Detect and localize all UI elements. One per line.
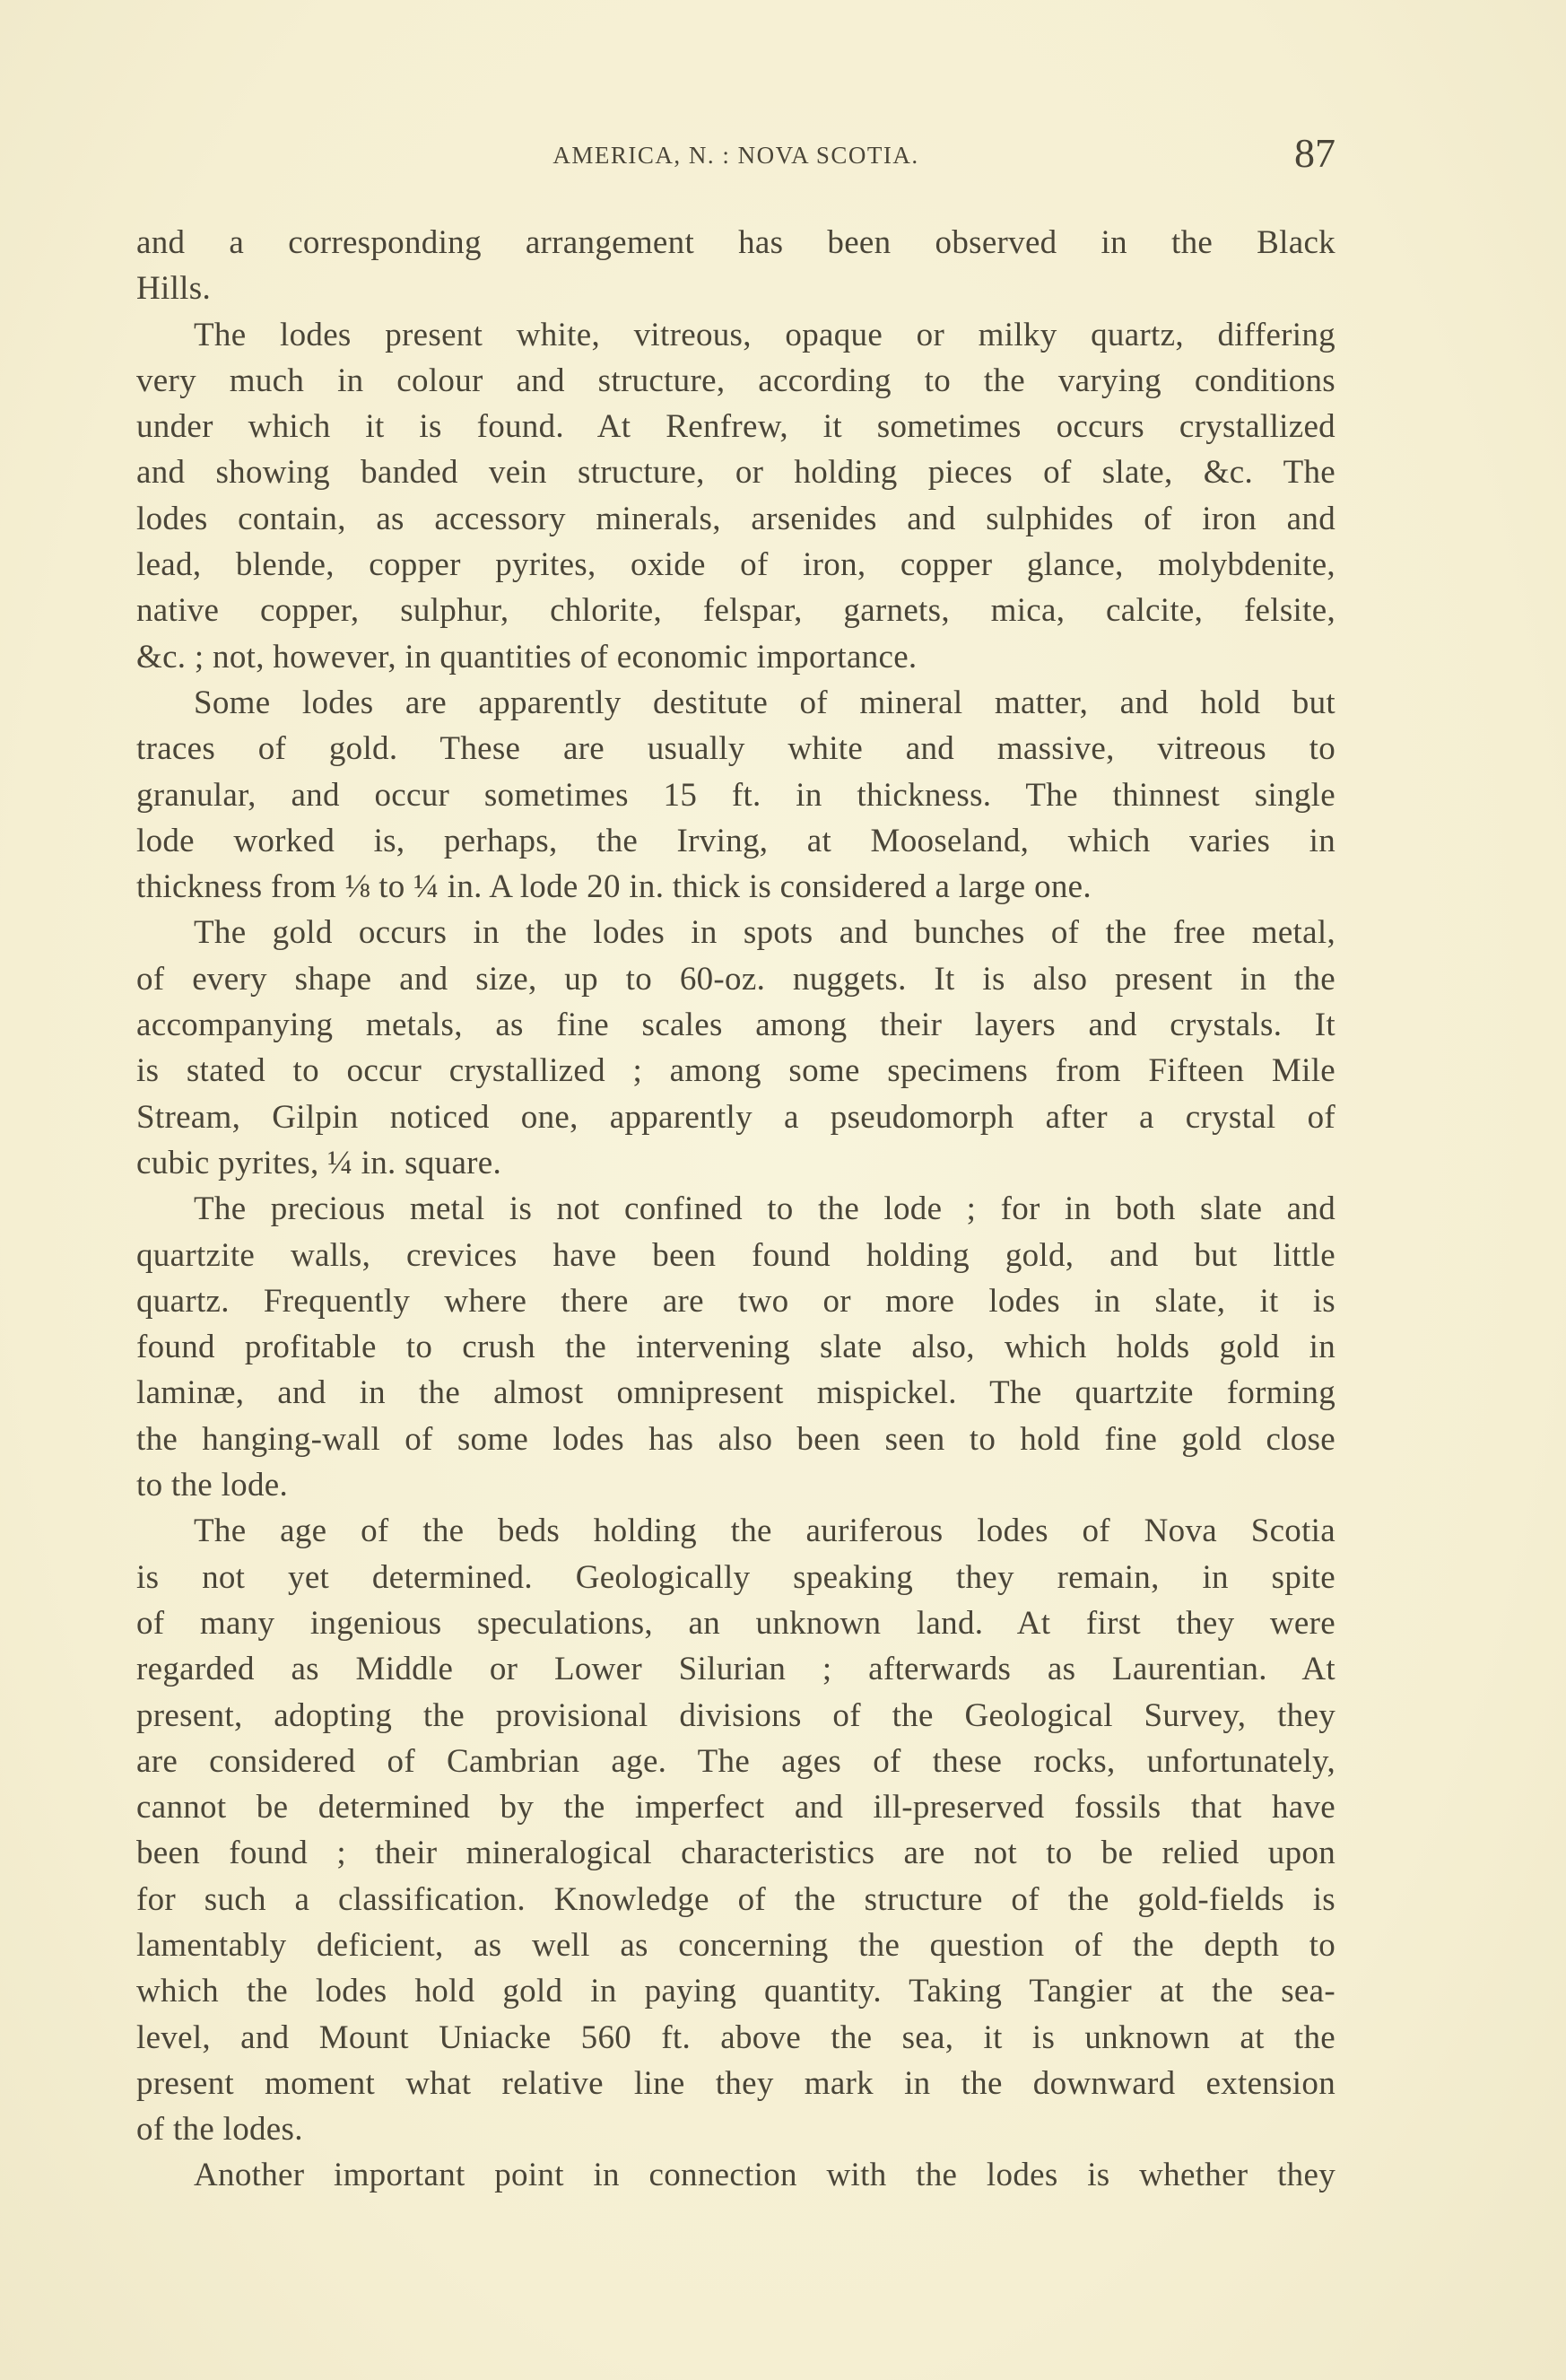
text-line: The age of the beds holding the auriferous lodes of Nova Scotia	[194, 1513, 1335, 1550]
text-line: been found ; their mineralogical characteristics are not to be relied upon	[136, 1835, 1335, 1872]
text-line: the hanging-wall of some lodes has also been seen to hold fine gold close	[136, 1420, 1335, 1458]
text-line: lodes contain, as accessory minerals, arsenides and sulphides of iron and	[136, 500, 1335, 537]
text-line: Stream, Gilpin noticed one, apparently a pseudomorph after a crystal of	[136, 1098, 1335, 1136]
text-line: of every shape and size, up to 60-oz. nuggets. It is also present in the	[136, 960, 1335, 998]
text-line: quartzite walls, crevices have been found holding gold, and but little	[136, 1236, 1335, 1274]
page-number: 87	[1294, 130, 1335, 176]
text-line: cannot be determined by the imperfect and ill-preserved fossils that have	[136, 1789, 1335, 1826]
text-line: for such a classification. Knowledge of the structure of the gold-fields is	[136, 1880, 1335, 1918]
paragraph	[136, 1186, 1335, 1508]
text-line: which the lodes hold gold in paying quantity. Taking Tangier at the sea-	[136, 1973, 1335, 2010]
text-line: are considered of Cambrian age. The ages of these rocks, unfortunately,	[136, 1742, 1335, 1780]
text-line: Another important point in connection with the lodes is whether they	[194, 2157, 1335, 2194]
text-line: cubic pyrites, ¼ in. square.	[136, 1144, 502, 1181]
text-line: lode worked is, perhaps, the Irving, at Mooseland, which varies in	[136, 822, 1335, 859]
text-line: present moment what relative line they mark in the downward extension	[136, 2064, 1335, 2102]
text-line: under which it is found. At Renfrew, it sometimes occurs crystallized	[136, 408, 1335, 446]
text-line: granular, and occur sometimes 15 ft. in thickness. The thinnest single	[136, 776, 1335, 814]
paragraph	[136, 2152, 1335, 2198]
paragraph	[136, 220, 1335, 312]
text-line: lead, blende, copper pyrites, oxide of iron, copper glance, molybdenite,	[136, 546, 1335, 584]
paragraph	[136, 1508, 1335, 2152]
text-line: and showing banded vein structure, or holding pieces of slate, &c. The	[136, 454, 1335, 492]
running-head	[136, 130, 1335, 179]
paragraph	[136, 910, 1335, 1186]
text-line: to the lode.	[136, 1467, 289, 1504]
text-line: is stated to occur crystallized ; among some specimens from Fifteen Mile	[136, 1052, 1335, 1090]
text-line: Some lodes are apparently destitute of mineral matter, and hold but	[194, 684, 1335, 721]
text-line: native copper, sulphur, chlorite, felspar, garnets, mica, calcite, felsite,	[136, 592, 1335, 630]
text-line: The lodes present white, vitreous, opaque or milky quartz, differing	[194, 316, 1335, 353]
text-line: &c. ; not, however, in quantities of economic importance.	[136, 638, 918, 676]
text-line: The precious metal is not confined to the lode ; for in both slate and	[194, 1190, 1335, 1228]
text-line: of the lodes.	[136, 2111, 303, 2149]
text-line: thickness from ⅛ to ¼ in. A lode 20 in. thick is considered a large one.	[136, 868, 1092, 906]
text-line: found profitable to crush the intervening slate also, which holds gold in	[136, 1329, 1335, 1366]
text-line: level, and Mount Uniacke 560 ft. above the sea, it is unknown at the	[136, 2018, 1335, 2056]
text-line: is not yet determined. Geologically speaking they remain, in spite	[136, 1558, 1335, 1596]
text-line: very much in colour and structure, according to the varying conditions	[136, 362, 1335, 399]
text-line: Hills.	[136, 270, 212, 308]
body-text	[136, 220, 1335, 2199]
text-line: quartz. Frequently where there are two or more lodes in slate, it is	[136, 1282, 1335, 1320]
paragraph	[136, 680, 1335, 910]
text-line: traces of gold. These are usually white and massive, vitreous to	[136, 730, 1335, 768]
text-line: lamentably deficient, as well as concerning the question of the depth to	[136, 1926, 1335, 1964]
text-line: present, adopting the provisional divisions of the Geological Survey, they	[136, 1696, 1335, 1734]
text-line: regarded as Middle or Lower Silurian ; afterwards as Laurentian. At	[136, 1651, 1335, 1688]
text-line: laminæ, and in the almost omnipresent mispickel. The quartzite forming	[136, 1374, 1335, 1412]
paragraph	[136, 312, 1335, 680]
text-line: of many ingenious speculations, an unknown land. At first they were	[136, 1604, 1335, 1642]
text-line: and a corresponding arrangement has been observed in the Black	[136, 224, 1335, 261]
text-line: The gold occurs in the lodes in spots and bunches of the free metal,	[194, 914, 1335, 952]
running-head-title: AMERICA, N. : NOVA SCOTIA.	[552, 142, 919, 169]
text-line: accompanying metals, as fine scales among their layers and crystals. It	[136, 1007, 1335, 1044]
